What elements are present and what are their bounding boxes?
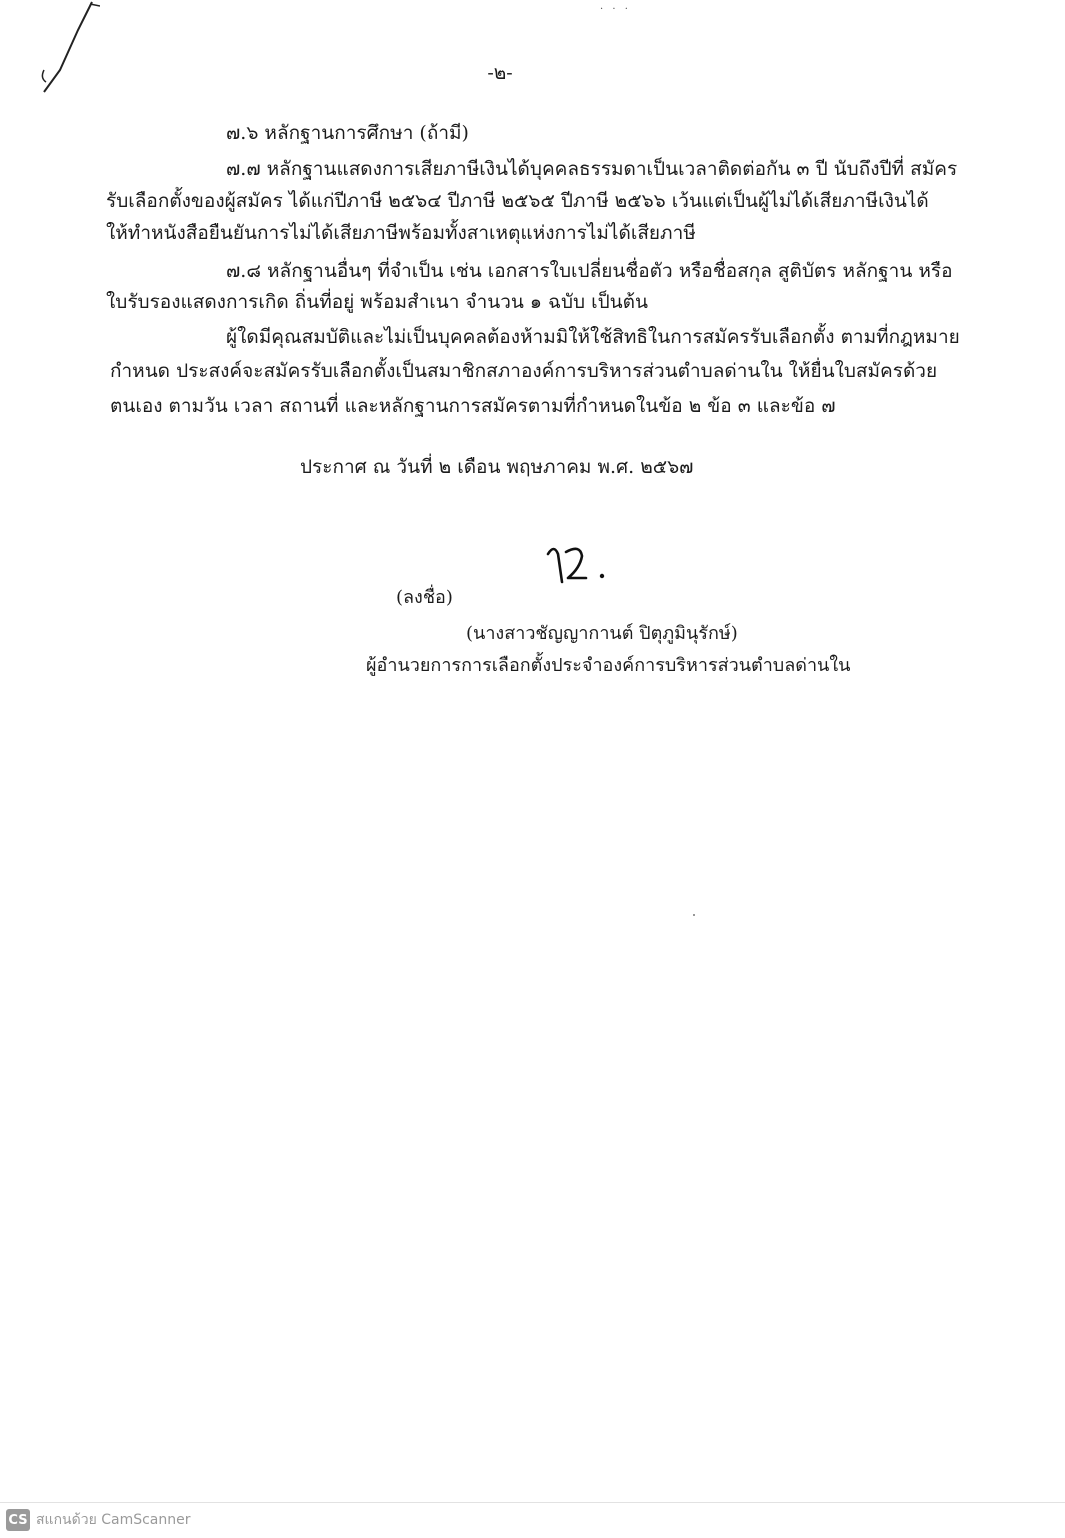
announcement-date: ประกาศ ณ วันที่ ๒ เดือน พฤษภาคม พ.ศ. ๒๕๖๗ xyxy=(300,456,694,478)
qualification-paragraph-cont-2: ตนเอง ตามวัน เวลา สถานที่ และหลักฐานการสมัครตามที่กำหนดในข้อ ๒ ข้อ ๓ และข้อ ๗ xyxy=(110,395,836,417)
scan-specks: · · · xyxy=(600,4,631,15)
page-number: -๒- xyxy=(487,62,513,84)
qualification-paragraph: ผู้ใดมีคุณสมบัติและไม่เป็นบุคคลต้องห้ามมิให้ใช้สิทธิในการสมัครรับเลือกตั้ง ตามที่กฎหมาย xyxy=(226,326,960,348)
handwritten-signature xyxy=(540,538,620,588)
item-7-7-cont-1: รับเลือกตั้งของผู้สมัคร ได้แก่ปีภาษี ๒๕๖๔ ปีภาษี ๒๕๖๕ ปีภาษี ๒๕๖๖ เว้นแต่เป็นผู้ไม่ได้เสียภาษีเงินได้ xyxy=(106,190,929,212)
footer-divider xyxy=(0,1502,1065,1503)
signer-title: ผู้อำนวยการการเลือกตั้งประจำองค์การบริหารส่วนตำบลด่านใน xyxy=(366,655,851,676)
item-7-7-cont-2: ให้ทำหนังสือยืนยันการไม่ได้เสียภาษีพร้อมทั้งสาเหตุแห่งการไม่ได้เสียภาษี xyxy=(106,222,696,244)
sign-label: (ลงชื่อ) xyxy=(396,587,453,608)
signer-name: (นางสาวชัญญากานต์ ปิตุภูมินุรักษ์) xyxy=(466,623,738,644)
item-7-8-cont: ใบรับรองแสดงการเกิด ถิ่นที่อยู่ พร้อมสำเนา จำนวน ๑ ฉบับ เป็นต้น xyxy=(106,291,648,313)
qualification-paragraph-cont-1: กำหนด ประสงค์จะสมัครรับเลือกตั้งเป็นสมาชิกสภาองค์การบริหารส่วนตำบลด่านใน ให้ยื่นใบสมัครด้วย xyxy=(110,360,938,382)
item-7-6: ๗.๖ หลักฐานการศึกษา (ถ้ามี) xyxy=(226,122,469,144)
camscanner-logo-icon: CS xyxy=(6,1509,30,1531)
item-7-7: ๗.๗ หลักฐานแสดงการเสียภาษีเงินได้บุคคลธรรมดาเป็นเวลาติดต่อกัน ๓ ปี นับถึงปีที่ สมัคร xyxy=(226,158,958,180)
item-7-8: ๗.๘ หลักฐานอื่นๆ ที่จำเป็น เช่น เอกสารใบเปลี่ยนชื่อตัว หรือชื่อสกุล สูติบัตร หลักฐาน หรือ xyxy=(226,260,953,282)
camscanner-text: สแกนด้วย CamScanner xyxy=(36,1512,191,1528)
camscanner-footer xyxy=(6,1508,191,1532)
scan-dot xyxy=(693,914,695,916)
